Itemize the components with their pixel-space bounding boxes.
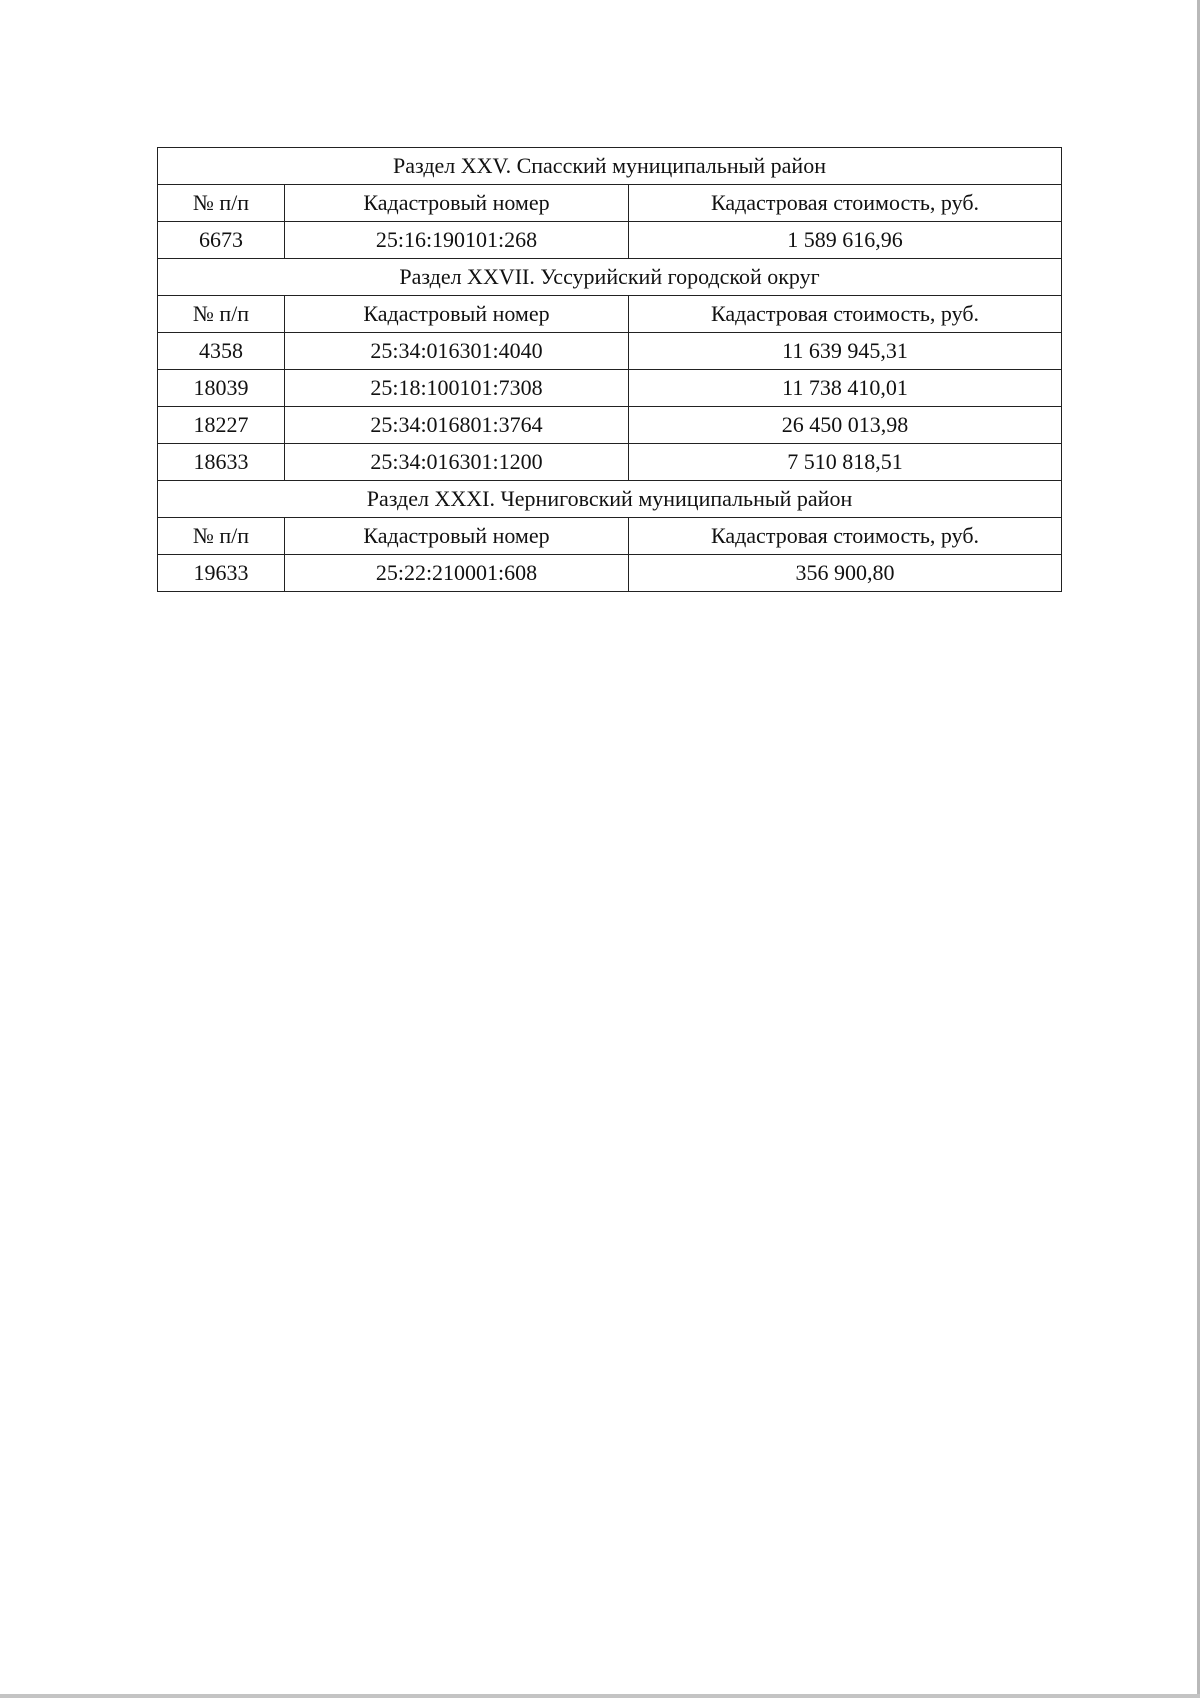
row-cadastral-value: 11 738 410,01: [629, 370, 1062, 407]
section-title: Раздел XXXI. Черниговский муниципальный район: [158, 481, 1062, 518]
table-row: [158, 407, 1062, 444]
header-row: [158, 518, 1062, 555]
row-number: 18227: [158, 407, 285, 444]
row-cadastral-number: 25:34:016801:3764: [285, 407, 629, 444]
scan-edge-bottom: [0, 1694, 1200, 1698]
header-row: [158, 185, 1062, 222]
header-cadastral-value: Кадастровая стоимость, руб.: [629, 296, 1062, 333]
row-cadastral-value: 356 900,80: [629, 555, 1062, 592]
header-cadastral-number: Кадастровый номер: [285, 185, 629, 222]
header-row: [158, 296, 1062, 333]
row-number: 18633: [158, 444, 285, 481]
header-number: № п/п: [158, 296, 285, 333]
row-cadastral-value: 26 450 013,98: [629, 407, 1062, 444]
table-row: [158, 444, 1062, 481]
table-row: [158, 333, 1062, 370]
row-number: 18039: [158, 370, 285, 407]
section-title-row: [158, 481, 1062, 518]
row-cadastral-value: 7 510 818,51: [629, 444, 1062, 481]
row-cadastral-number: 25:18:100101:7308: [285, 370, 629, 407]
cadastral-value-table: [157, 147, 1062, 592]
section-title: Раздел XXV. Спасский муниципальный район: [158, 148, 1062, 185]
table-row: [158, 555, 1062, 592]
header-cadastral-value: Кадастровая стоимость, руб.: [629, 185, 1062, 222]
header-cadastral-value: Кадастровая стоимость, руб.: [629, 518, 1062, 555]
row-number: 4358: [158, 333, 285, 370]
row-cadastral-number: 25:34:016301:1200: [285, 444, 629, 481]
header-cadastral-number: Кадастровый номер: [285, 296, 629, 333]
table-row: [158, 222, 1062, 259]
row-cadastral-value: 1 589 616,96: [629, 222, 1062, 259]
row-cadastral-number: 25:34:016301:4040: [285, 333, 629, 370]
row-cadastral-number: 25:16:190101:268: [285, 222, 629, 259]
row-cadastral-value: 11 639 945,31: [629, 333, 1062, 370]
section-title-row: [158, 148, 1062, 185]
header-cadastral-number: Кадастровый номер: [285, 518, 629, 555]
row-cadastral-number: 25:22:210001:608: [285, 555, 629, 592]
section-title: Раздел XXVII. Уссурийский городской округ: [158, 259, 1062, 296]
header-number: № п/п: [158, 518, 285, 555]
section-title-row: [158, 259, 1062, 296]
header-number: № п/п: [158, 185, 285, 222]
row-number: 19633: [158, 555, 285, 592]
row-number: 6673: [158, 222, 285, 259]
table-row: [158, 370, 1062, 407]
